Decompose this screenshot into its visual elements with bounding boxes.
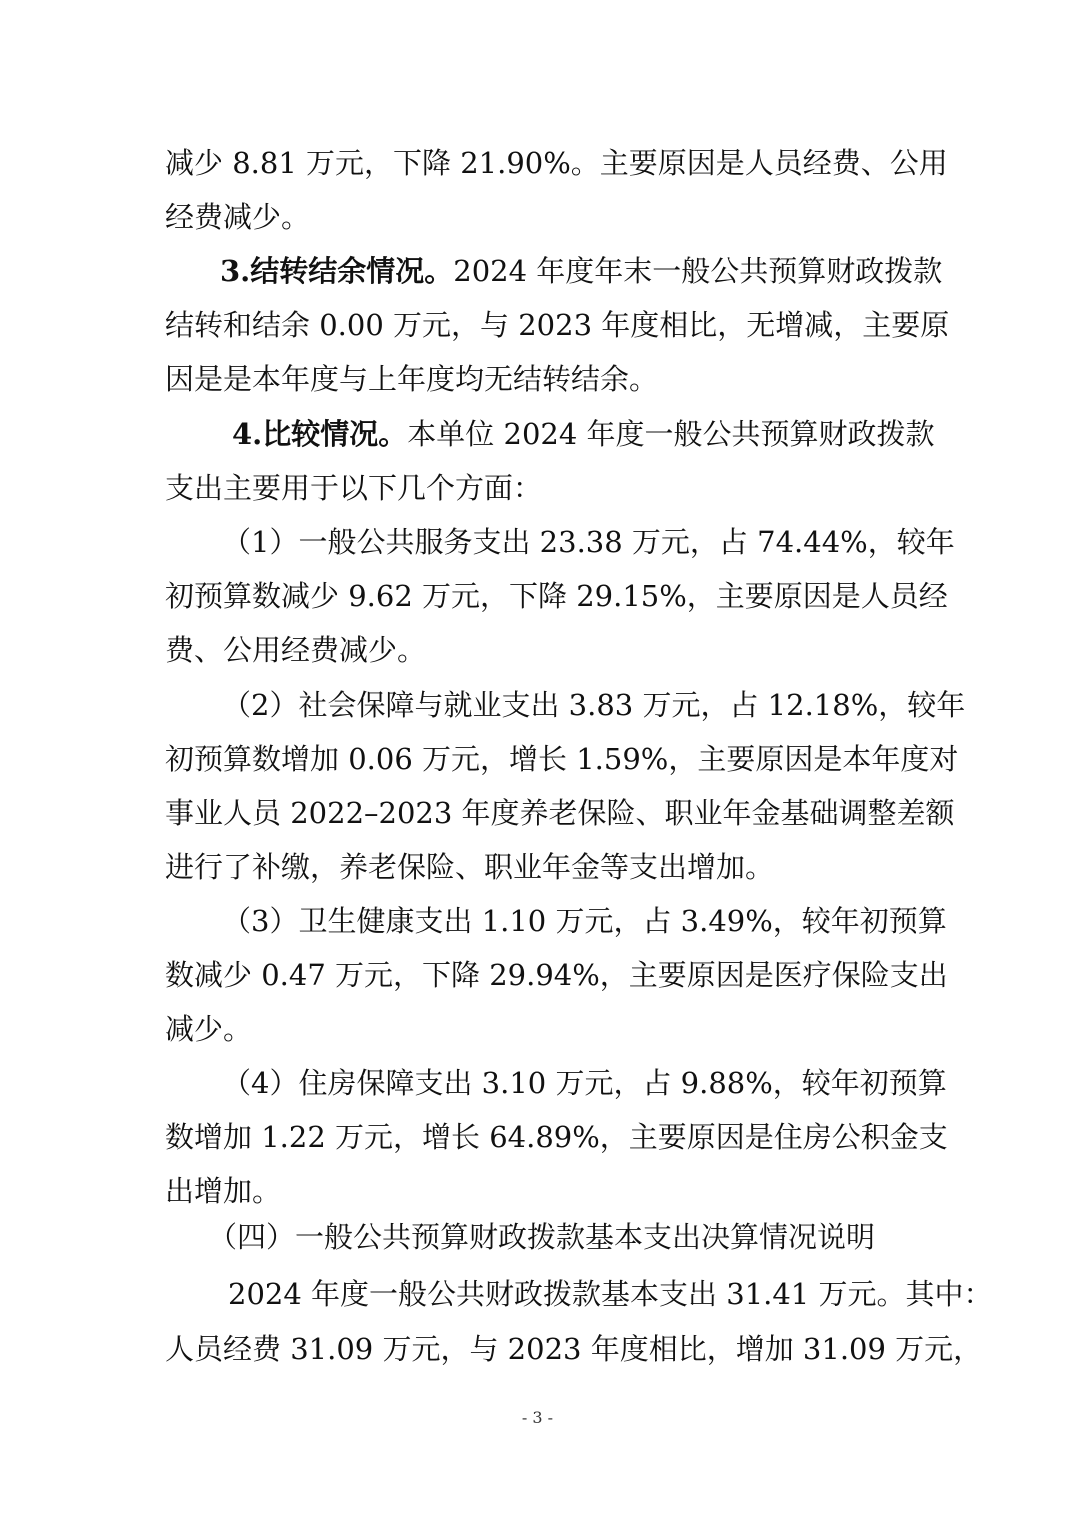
text-line: 数减少 0.47 万元，下降 29.94%，主要原因是医疗保险支出 xyxy=(165,958,948,992)
text-line: 减少。 xyxy=(165,1012,253,1046)
text-line: （1）一般公共服务支出 23.38 万元，占 74.44%，较年 xyxy=(222,525,955,559)
text-line: 人员经费 31.09 万元，与 2023 年度相比，增加 31.09 万元， xyxy=(165,1332,983,1366)
text-line: 数增加 1.22 万元，增长 64.89%，主要原因是住房公积金支 xyxy=(165,1120,948,1154)
text-line xyxy=(232,407,935,461)
text-line: 初预算数增加 0.06 万元，增长 1.59%，主要原因是本年度对 xyxy=(165,742,959,776)
text-run: 2024 年度年末一般公共预算财政拨款 xyxy=(453,254,943,288)
text-line: 初预算数减少 9.62 万元，下降 29.15%，主要原因是人员经 xyxy=(165,579,948,613)
section-heading: （四）一般公共预算财政拨款基本支出决算情况说明 xyxy=(208,1220,876,1254)
text-line: 事业人员 2022–2023 年度养老保险、职业年金基础调整差额 xyxy=(165,796,955,830)
text-line: 经费减少。 xyxy=(165,200,311,234)
text-line: 出增加。 xyxy=(165,1174,282,1208)
text-line xyxy=(220,244,943,298)
page-number: - 3 - xyxy=(521,1408,554,1427)
section-heading: 3.结转结余情况。 xyxy=(220,254,454,288)
text-line: （4）住房保障支出 3.10 万元，占 9.88%，较年初预算 xyxy=(222,1066,947,1100)
text-line: 进行了补缴，养老保险、职业年金等支出增加。 xyxy=(165,850,775,884)
text-line: 因是是本年度与上年度均无结转结余。 xyxy=(165,362,659,396)
text-line: 减少 8.81 万元，下降 21.90%。主要原因是人员经费、公用 xyxy=(165,146,948,180)
text-line: 结转和结余 0.00 万元，与 2023 年度相比，无增减，主要原 xyxy=(165,308,950,342)
text-line: （3）卫生健康支出 1.10 万元，占 3.49%，较年初预算 xyxy=(222,904,947,938)
text-line: 支出主要用于以下几个方面： xyxy=(165,471,543,505)
section-heading: 4.比较情况。 xyxy=(232,417,408,451)
text-line: 费、公用经费减少。 xyxy=(165,633,427,667)
text-line: （2）社会保障与就业支出 3.83 万元，占 12.18%，较年 xyxy=(222,688,966,722)
text-run: 本单位 2024 年度一般公共预算财政拨款 xyxy=(407,417,935,451)
text-line: 2024 年度一般公共财政拨款基本支出 31.41 万元。其中： xyxy=(228,1277,993,1311)
